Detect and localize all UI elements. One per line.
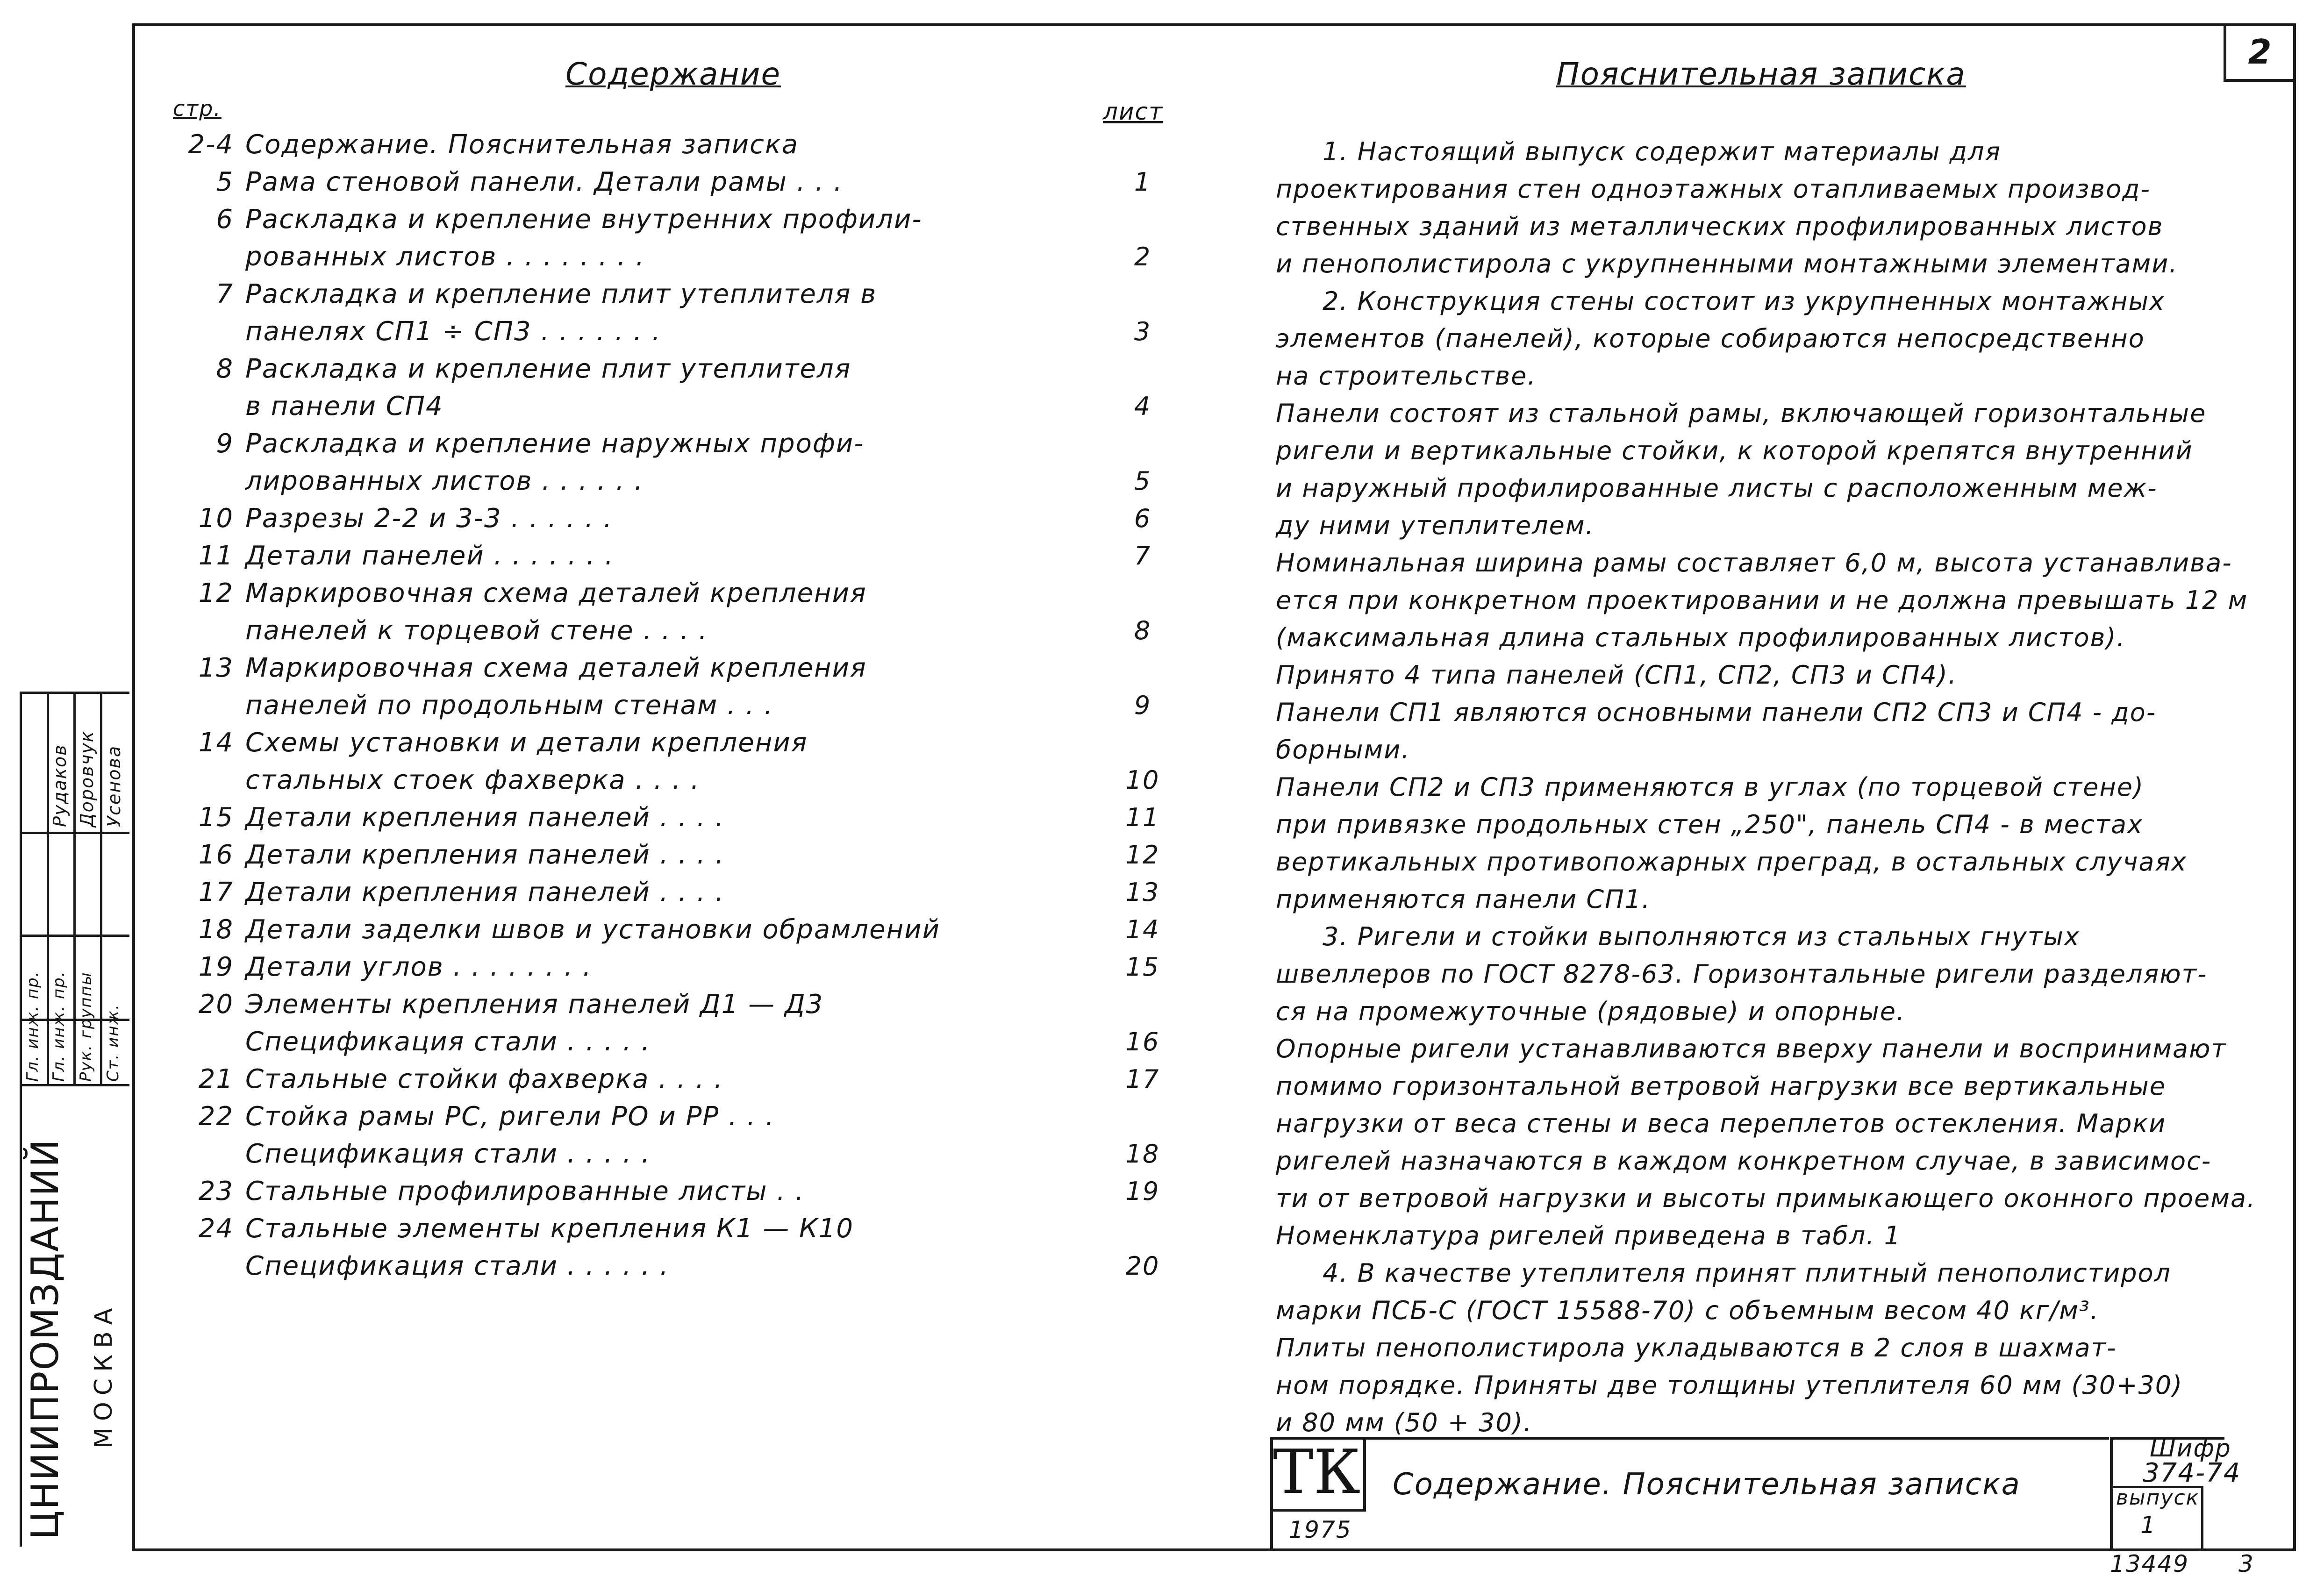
note-line: Панели СП1 являются основными панели СП2 СП3 и СП4 - до-: [1276, 698, 2157, 727]
note-line: Панели состоят из стальной рамы, включающей горизонтальные: [1276, 399, 2207, 428]
note-line: элементов (панелей), которые собираются непосредственно: [1276, 324, 2145, 353]
toc-title: Содержание: [565, 56, 781, 92]
toc-item-sheet: 18: [1125, 1139, 1160, 1169]
issue-label: выпуск: [2116, 1486, 2200, 1510]
toc-item-sheet: 20: [1125, 1251, 1160, 1281]
note-line: ригели и вертикальные стойки, к которой крепятся внутренний: [1276, 436, 2193, 465]
note-line: 4. В качестве утеплителя принят плитный пенополистирол: [1323, 1258, 2172, 1288]
toc-item-page: 20: [198, 989, 234, 1020]
toc-item-text: Спецификация стали . . . . .: [245, 1027, 651, 1057]
toc-item-text: Разрезы 2-2 и 3-3 . . . . . .: [245, 503, 613, 534]
toc-item-page: 13: [198, 653, 234, 683]
note-line: помимо горизонтальной ветровой нагрузки все вертикальные: [1276, 1071, 2166, 1101]
stamp-role-2: Гл. инж. пр.: [50, 970, 68, 1082]
cipher-value: 374-74: [2143, 1458, 2241, 1488]
toc-sheet-column-label: лист: [1103, 98, 1164, 125]
toc-item: [154, 276, 1182, 350]
toc-item-page: 12: [198, 578, 234, 608]
note-line: ся на промежуточные (рядовые) и опорные.: [1276, 997, 1906, 1026]
stamp-name-2: Рудаков: [50, 744, 70, 827]
toc-item-text: Детали панелей . . . . . . .: [245, 541, 614, 571]
toc-item-text: рованных листов . . . . . . . .: [245, 242, 645, 272]
page-number: 3: [2238, 1550, 2254, 1577]
note-line: (максимальная длина стальных профилированных листов).: [1276, 623, 2126, 652]
toc-item-page: 6: [216, 204, 234, 235]
note-line: ном порядке. Приняты две толщины утеплителя 60 мм (30+30): [1276, 1370, 2183, 1400]
toc-item: [154, 724, 1182, 799]
note-line: и наружный профилированные листы с расположенным меж-: [1276, 473, 2158, 503]
issue-value: 1: [2140, 1512, 2156, 1539]
toc-item-text: Спецификация стали . . . . . .: [245, 1251, 669, 1281]
toc-item-text: Детали углов . . . . . . . .: [245, 952, 592, 982]
title-block-year: 1975: [1288, 1516, 1352, 1543]
note-line: швеллеров по ГОСТ 8278-63. Горизонтальные ригели разделяют-: [1276, 959, 2208, 989]
note-line: Плиты пенополистирола укладываются в 2 слоя в шахмат-: [1276, 1333, 2117, 1363]
toc-item-text: Стальные профилированные листы . .: [245, 1176, 805, 1206]
note-line: марки ПСБ-С (ГОСТ 15588-70) с объемным весом 40 кг/м³.: [1276, 1296, 2099, 1325]
toc-item-sheet: 19: [1125, 1177, 1160, 1206]
toc-item-sheet: 4: [1134, 392, 1151, 421]
note-line: Принято 4 типа панелей (СП1, СП2, СП3 и СП4).: [1276, 660, 1958, 690]
toc-item-page: 22: [198, 1101, 234, 1132]
toc-item: [154, 537, 1182, 575]
toc-item: [154, 836, 1182, 874]
note-line: на строительстве.: [1276, 361, 1537, 391]
toc-item: [154, 874, 1182, 911]
note-line: вертикальных противопожарных преград, в остальных случаях: [1276, 847, 2187, 877]
stamp-role-3: Рук. группы: [77, 971, 95, 1082]
toc-item-page: 10: [198, 503, 234, 534]
toc-item-text: Раскладка и крепление наружных профи-: [245, 428, 865, 459]
toc-item-sheet: 13: [1125, 878, 1160, 907]
tk-logo: ТК: [1270, 1437, 1366, 1512]
toc-item-text: Стальные стойки фахверка . . . .: [245, 1064, 723, 1094]
toc-item-sheet: 16: [1125, 1027, 1160, 1056]
toc-item-text: Стойка рамы РС, ригели РО и РР . . .: [245, 1101, 775, 1132]
toc-item-page: 16: [198, 840, 234, 870]
toc-page-column-label: стр.: [173, 96, 222, 121]
note-line: борными.: [1276, 735, 1410, 764]
toc-item-text: Детали заделки швов и установки обрамлений: [245, 914, 941, 945]
stamp-name-3: Доровчук: [77, 730, 97, 827]
toc-item-sheet: 14: [1125, 915, 1160, 944]
toc-item: [154, 1173, 1182, 1210]
toc-item: [154, 986, 1182, 1061]
toc-item-text: Детали крепления панелей . . . .: [245, 802, 725, 833]
toc-item-text: стальных стоек фахверка . . . .: [245, 765, 700, 795]
toc-item-page: 9: [216, 428, 234, 459]
toc-item-page: 8: [216, 354, 234, 384]
note-line: нагрузки от веса стены и веса переплетов остекления. Марки: [1276, 1109, 2167, 1138]
note-line: и пенополистирола с укрупненными монтажными элементами.: [1276, 249, 2178, 278]
toc-item-text: панелях СП1 ÷ СП3 . . . . . . .: [245, 316, 661, 347]
title-block-title: Содержание. Пояснительная записка: [1393, 1467, 2021, 1502]
organization-name: ЦНИИПРОМЗДАНИЙ: [23, 1138, 67, 1540]
note-line: 1. Настоящий выпуск содержит материалы для: [1323, 137, 2002, 166]
toc-item-sheet: 1: [1134, 167, 1151, 197]
toc-item-page: 18: [198, 914, 234, 945]
toc-item-page: 15: [198, 802, 234, 833]
note-line: проектирования стен одноэтажных отапливаемых производ-: [1276, 174, 2151, 204]
toc-item: [154, 425, 1182, 500]
note-line: 2. Конструкция стены состоит из укрупненных монтажных: [1323, 286, 2166, 316]
toc-item: [154, 949, 1182, 986]
toc-item-page: 14: [198, 728, 234, 758]
toc-item-sheet: 2: [1134, 242, 1151, 271]
toc-item-sheet: 6: [1134, 504, 1151, 533]
toc-item-text: Раскладка и крепление плит утеплителя в: [245, 279, 877, 309]
stamp-name-4: Усенова: [104, 745, 124, 827]
stamp-role-1: Гл. инж. пр.: [23, 970, 42, 1082]
toc-item-sheet: 12: [1125, 840, 1160, 870]
toc-item-text: Стальные элементы крепления К1 — К10: [245, 1213, 854, 1244]
note-line: Номинальная ширина рамы составляет 6,0 м, высота устанавлива-: [1276, 548, 2232, 578]
toc-item-page: 5: [216, 167, 234, 197]
toc-item: [154, 1210, 1182, 1285]
toc-item-page: 23: [198, 1176, 234, 1206]
toc-item-sheet: 3: [1134, 317, 1151, 346]
note-line: Номенклатура ригелей приведена в табл. 1: [1276, 1221, 1901, 1250]
note-line: ственных зданий из металлических профилированных листов: [1276, 212, 2164, 241]
note-line: ти от ветровой нагрузки и высоты примыкающего оконного проема.: [1276, 1184, 2256, 1213]
toc-item-sheet: 5: [1134, 466, 1151, 496]
toc-item-sheet: 8: [1134, 616, 1151, 645]
toc-item-sheet: 10: [1125, 765, 1160, 795]
toc-item-page: 2-4: [188, 129, 234, 160]
toc-item: [154, 350, 1182, 425]
toc-item-page: 7: [216, 279, 234, 309]
toc-item-sheet: 15: [1125, 952, 1160, 982]
toc-item: [154, 500, 1182, 537]
toc-item-page: 19: [198, 952, 234, 982]
toc-item-text: Рама стеновой панели. Детали рамы . . .: [245, 167, 843, 197]
note-title: Пояснительная записка: [1556, 56, 1966, 92]
toc-item-text: Маркировочная схема деталей крепления: [245, 653, 867, 683]
toc-item-text: панелей к торцевой стене . . . .: [245, 615, 708, 646]
note-line: Панели СП2 и СП3 применяются в углах (по торцевой стене): [1276, 772, 2145, 802]
note-line: ется при конкретном проектировании и не должна превышать 12 м: [1276, 585, 2248, 615]
organization-city: МОСКВА: [90, 1301, 118, 1448]
toc-item-text: в панели СП4: [245, 391, 443, 421]
toc-item-sheet: 11: [1125, 803, 1160, 832]
toc-item-page: 11: [198, 541, 234, 571]
note-line: применяются панели СП1.: [1276, 885, 1651, 914]
toc-item-page: 24: [198, 1213, 234, 1244]
toc-item-text: Детали крепления панелей . . . .: [245, 877, 725, 907]
toc-item: [154, 1098, 1182, 1173]
sheet-number: 2: [2224, 23, 2296, 82]
toc-item-text: Раскладка и крепление плит утеплителя: [245, 354, 851, 384]
toc-item: [154, 575, 1182, 649]
toc-item: [154, 164, 1182, 201]
note-line: и 80 мм (50 + 30).: [1276, 1408, 1533, 1437]
toc-item: [154, 649, 1182, 724]
toc-item: [154, 1061, 1182, 1098]
inventory-number: 13449: [2110, 1550, 2189, 1577]
toc-item-text: лированных листов . . . . . .: [245, 466, 644, 496]
toc-item-text: Содержание. Пояснительная записка: [245, 129, 799, 160]
approval-stamp: [20, 692, 129, 1547]
note-line: 3. Ригели и стойки выполняются из стальных гнутых: [1323, 922, 2080, 951]
toc-item-sheet: 7: [1134, 541, 1151, 571]
toc-item-text: Раскладка и крепление внутренних профили-: [245, 204, 922, 235]
toc-item-page: 21: [198, 1064, 234, 1094]
toc-item-text: панелей по продольным стенам . . .: [245, 690, 774, 721]
toc-item-text: Детали крепления панелей . . . .: [245, 840, 725, 870]
toc-item-text: Элементы крепления панелей Д1 — Д3: [245, 989, 824, 1020]
toc-item: [154, 126, 1182, 164]
stamp-role-4: Ст. инж.: [104, 1004, 122, 1082]
toc-item: [154, 911, 1182, 949]
toc-item: [154, 799, 1182, 836]
note-line: при привязке продольных стен „250", панель СП4 - в местах: [1276, 810, 2144, 839]
toc-item-text: Схемы установки и детали крепления: [245, 728, 808, 758]
toc-item-page: 17: [198, 877, 234, 907]
toc-item-sheet: 17: [1125, 1064, 1160, 1094]
toc-item-text: Маркировочная схема деталей крепления: [245, 578, 867, 608]
note-line: Опорные ригели устанавливаются вверху панели и воспринимают: [1276, 1034, 2227, 1063]
cipher-label: Шифр: [2150, 1434, 2231, 1463]
toc-item-sheet: 9: [1134, 691, 1151, 720]
toc-item-text: Спецификация стали . . . . .: [245, 1139, 651, 1169]
note-line: ригелей назначаются в каждом конкретном случае, в зависимос-: [1276, 1146, 2212, 1176]
note-line: ду ними утеплителем.: [1276, 511, 1595, 540]
toc-item: [154, 201, 1182, 276]
